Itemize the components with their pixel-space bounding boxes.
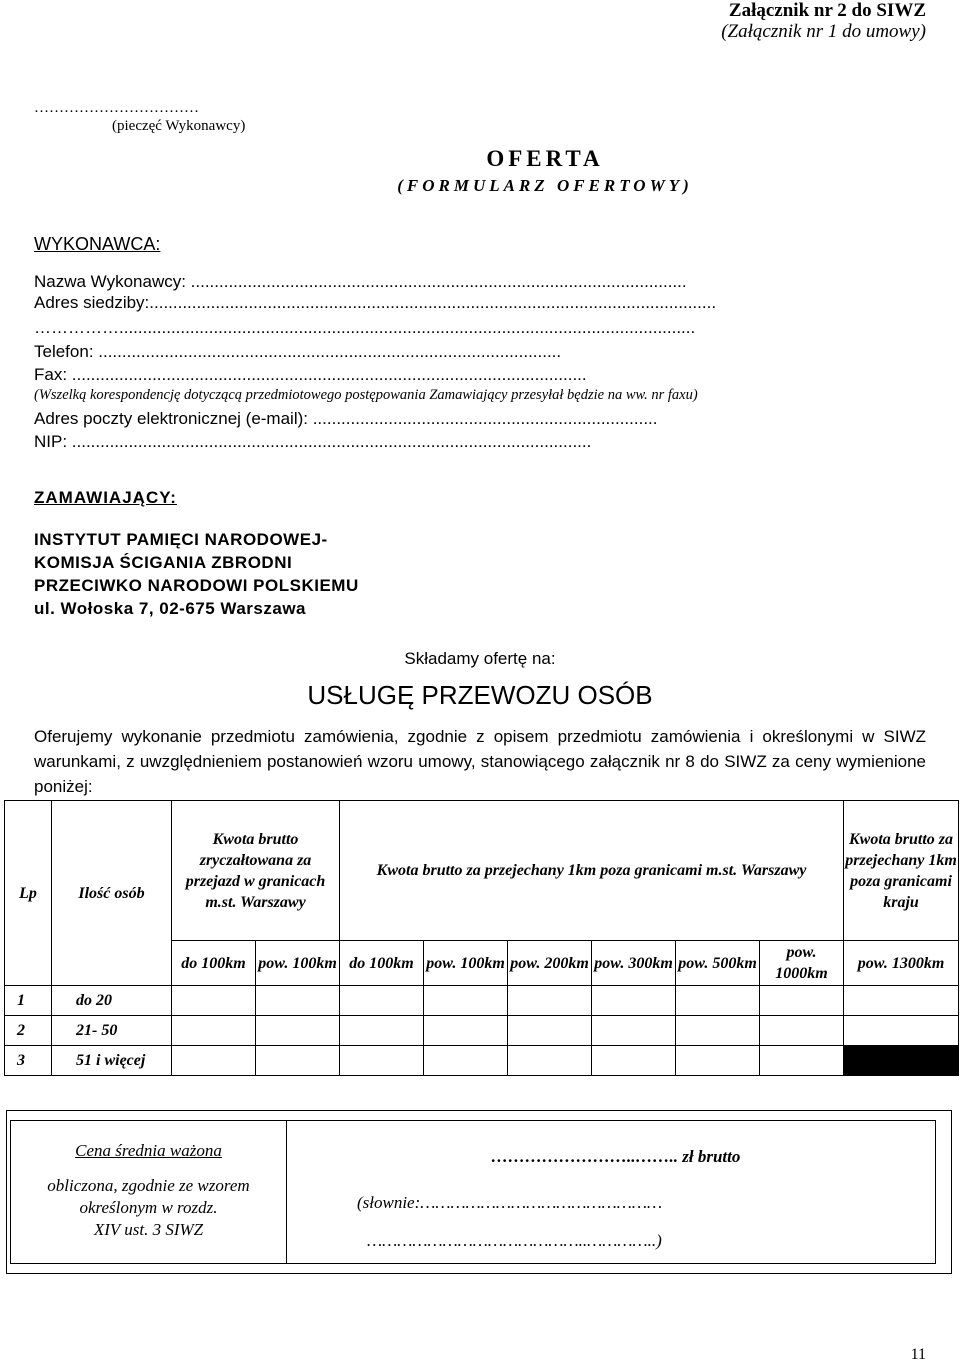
price-cell[interactable]	[340, 1046, 424, 1076]
customer-address: ul. Wołoska 7, 02-675 Warszawa	[34, 599, 307, 618]
blacked-out-cell	[844, 1046, 959, 1076]
contractor-address-field[interactable]: Adres siedziby:........................................................................................................................	[34, 293, 717, 312]
table-row	[5, 1046, 959, 1076]
sub-header: pow. 100km	[256, 941, 340, 986]
contractor-phone-field[interactable]: Telefon: ..................................................................................................	[34, 342, 562, 361]
price-cell[interactable]	[676, 986, 760, 1016]
col-people-header: Ilość osób	[52, 801, 172, 986]
price-cell[interactable]	[592, 986, 676, 1016]
contractor-nip-field[interactable]: NIP: ..............................................................................................................	[34, 432, 592, 451]
summary-desc-line2: określonym w rozdz.	[79, 1198, 218, 1217]
customer-heading: ZAMAWIAJĄCY:	[34, 488, 177, 507]
fax-note: (Wszelką korespondencję dotyczącą przedmiotowego postępowania Zamawiający przesyłał będzie na ww. nr faxu)	[34, 387, 698, 403]
sub-header: pow. 100km	[424, 941, 508, 986]
price-cell[interactable]	[592, 1046, 676, 1076]
table-row	[5, 986, 959, 1016]
summary-amount-field[interactable]: ……………………..…….. zł brutto	[491, 1147, 741, 1166]
col-country-header: Kwota brutto za przejechany 1km poza granicami kraju	[844, 801, 959, 941]
customer-name-line3: PRZECIWKO NARODOWI POLSKIEMU	[34, 576, 359, 595]
service-title: USŁUGĘ PRZEWOZU OSÓB	[307, 680, 653, 710]
customer-name-line1: INSTYTUT PAMIĘCI NARODOWEJ-	[34, 530, 328, 549]
price-cell[interactable]	[676, 1046, 760, 1076]
price-cell[interactable]	[172, 1016, 256, 1046]
row-lp: 1	[5, 986, 52, 1016]
annex-title: Załącznik nr 2 do SIWZ	[728, 0, 926, 21]
price-cell[interactable]	[760, 1016, 844, 1046]
price-cell[interactable]	[340, 1016, 424, 1046]
price-cell[interactable]	[508, 1016, 592, 1046]
sub-header: pow. 1000km	[760, 941, 844, 986]
page-number: 11	[910, 1346, 926, 1363]
row-people: do 20	[52, 986, 172, 1016]
contractor-email-field[interactable]: Adres poczty elektronicznej (e-mail): .........................................................................	[34, 409, 658, 428]
price-cell[interactable]	[760, 1046, 844, 1076]
offer-title: OFERTA	[486, 146, 604, 171]
price-cell[interactable]	[844, 986, 959, 1016]
sub-header: do 100km	[172, 941, 256, 986]
contractor-heading: WYKONAWCA:	[34, 234, 161, 254]
row-people: 21- 50	[52, 1016, 172, 1046]
price-cell[interactable]	[424, 986, 508, 1016]
row-lp: 2	[5, 1016, 52, 1046]
table-row	[5, 1016, 959, 1046]
sub-header: do 100km	[340, 941, 424, 986]
price-cell[interactable]	[508, 1046, 592, 1076]
row-lp: 3	[5, 1046, 52, 1076]
sub-header: pow. 500km	[676, 941, 760, 986]
col-lp-header: Lp	[5, 801, 52, 986]
offer-paragraph: Oferujemy wykonanie przedmiotu zamówienia, zgodnie z opisem przedmiotu zamówienia i określonymi w SIWZ warunkami, z uwzględnieniem postanowień wzoru umowy, stanowiącego załącznik nr 8 do SIWZ za ceny wymienione poniżej:	[34, 727, 926, 796]
price-cell[interactable]	[256, 1016, 340, 1046]
summary-box	[10, 1120, 936, 1264]
summary-desc-line3: XIV ust. 3 SIWZ	[93, 1220, 204, 1239]
sub-header: pow. 300km	[592, 941, 676, 986]
sub-header: pow. 200km	[508, 941, 592, 986]
offer-subtitle: (FORMULARZ OFERTOWY)	[397, 176, 693, 195]
stamp-placeholder[interactable]: ……………………………	[34, 100, 199, 116]
sub-header: pow. 1300km	[844, 941, 959, 986]
summary-words-field[interactable]: (słownie:…………………………………………	[357, 1193, 663, 1212]
price-cell[interactable]	[340, 986, 424, 1016]
col-flat-header: Kwota brutto zryczałtowana za przejazd w granicach m.st. Warszawy	[172, 801, 340, 941]
annex-subtitle: (Załącznik nr 1 do umowy)	[721, 21, 926, 42]
stamp-label: (pieczęć Wykonawcy)	[112, 118, 246, 134]
summary-divider	[286, 1121, 287, 1263]
price-cell[interactable]	[424, 1016, 508, 1046]
submission-label: Składamy ofertę na:	[404, 649, 556, 668]
summary-words-cont-field[interactable]: ……………………………………..…………..)	[367, 1231, 662, 1250]
price-cell[interactable]	[676, 1016, 760, 1046]
summary-title: Cena średnia ważona	[75, 1141, 222, 1160]
price-table	[4, 800, 959, 1076]
summary-desc-line1: obliczona, zgodnie ze wzorem	[47, 1176, 250, 1195]
price-cell[interactable]	[592, 1016, 676, 1046]
price-cell[interactable]	[424, 1046, 508, 1076]
contractor-name-field[interactable]: Nazwa Wykonawcy: .........................................................................................................	[34, 272, 687, 291]
customer-name-line2: KOMISJA ŚCIGANIA ZBRODNI	[34, 553, 293, 572]
price-cell[interactable]	[256, 986, 340, 1016]
row-people: 51 i więcej	[52, 1046, 172, 1076]
col-outside-header: Kwota brutto za przejechany 1km poza granicami m.st. Warszawy	[340, 801, 844, 941]
price-cell[interactable]	[844, 1016, 959, 1046]
price-cell[interactable]	[172, 986, 256, 1016]
price-cell[interactable]	[760, 986, 844, 1016]
price-cell[interactable]	[256, 1046, 340, 1076]
price-cell[interactable]	[172, 1046, 256, 1076]
price-cell[interactable]	[508, 986, 592, 1016]
contractor-address-cont-field[interactable]: ……………..........................................................................................................................	[34, 318, 696, 337]
contractor-fax-field[interactable]: Fax: .............................................................................................................	[34, 365, 587, 384]
